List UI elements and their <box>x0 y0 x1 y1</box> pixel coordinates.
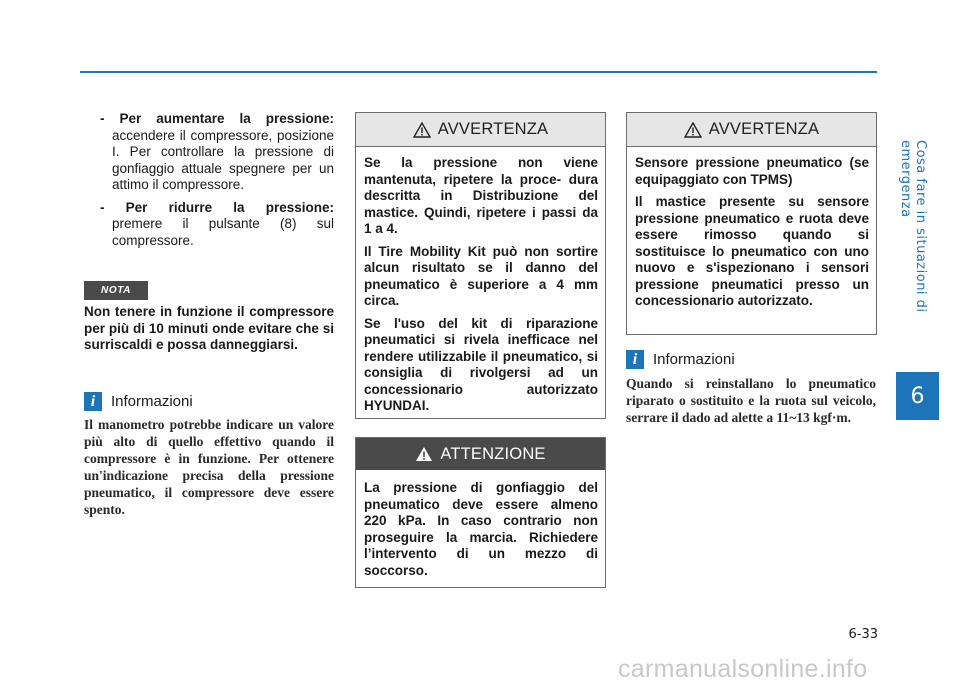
warning-box <box>355 112 606 419</box>
warning-paragraph: Il Tire Mobility Kit può non sortire alcun risultato se il danno del pneumatico è superiore a 4 mm circa. <box>364 243 598 308</box>
warning-body <box>356 147 605 429</box>
caution-paragraph: La pressione di gonfiaggio del pneumatico deve essere almeno 220 kPa. In caso contrario non proseguire la marcia. Richiedere l’intervento di un mezzo di soccorso. <box>364 480 598 578</box>
caution-body <box>356 470 605 593</box>
page-number: 6-33 <box>848 627 878 642</box>
info-heading <box>626 350 735 369</box>
info-text: Quando si reinstallano lo pneumatico riparato o sostituito e la ruota sul veicolo, serrare il dado ad alette a 11~13 kgf·m. <box>626 376 876 425</box>
info-text: Il manometro potrebbe indicare un valore più alto di quello effettivo quando il compressore è in funzione. Per ottenere un'indicazione precisa della pressione pneumatico, il compressore deve essere spento. <box>84 417 334 517</box>
caution-triangle-icon <box>415 446 433 462</box>
info-title: Informazioni <box>653 351 735 368</box>
tpms-warning-box <box>626 112 877 335</box>
warning-body <box>627 147 876 324</box>
list-item <box>100 200 334 250</box>
info-icon: i <box>84 392 102 411</box>
warning-triangle-icon <box>413 122 431 138</box>
info-heading <box>84 392 193 411</box>
warning-header <box>627 113 876 147</box>
chapter-tab: 6 <box>896 372 939 420</box>
chapter-side-label: Cosa fare in situazioni di emergenza <box>898 140 928 313</box>
warning-title: AVVERTENZA <box>437 120 549 138</box>
caution-header <box>356 438 605 470</box>
warning-paragraph: Se l'uso del kit di riparazione pneumatici si rivela inefficace nel rendere utilizzabile il pneumatico, si consiglia di rivolgersi ad un concessionario autorizzato HYUNDAI. <box>364 315 598 413</box>
warning-triangle-icon <box>684 122 702 138</box>
info-title: Informazioni <box>111 393 193 410</box>
warning-paragraph: Se la pressione non viene mantenuta, ripetere la proce- dura descritta in Distribuzione del mastice. Quindi, ripetere i passi da 1 a 4. <box>364 155 598 236</box>
bullet-heading: - Per ridurre la pressione: <box>100 199 334 215</box>
caution-box <box>355 437 606 588</box>
note-text: Non tenere in funzione il compressore per più di 10 minuti onde evitare che si surriscaldi e possa danneggiarsi. <box>84 304 334 352</box>
warning-title: AVVERTENZA <box>708 120 820 138</box>
bullet-heading: - Per aumentare la pressione: <box>100 111 334 126</box>
warning-paragraph: Il mastice presente su sensore pressione pneumatico e ruota deve essere rimosso quando si sostituisce lo pneumatico con uno nuovo e s'ispezionano i sensori pressione pneumatici presso un concessionario autorizzato. <box>635 194 869 308</box>
warning-paragraph: Sensore pressione pneumatico (se equipaggiato con TPMS) <box>635 155 869 187</box>
list-item <box>100 111 334 194</box>
header-rule <box>80 71 877 73</box>
info-icon: i <box>626 350 644 369</box>
pressure-instructions <box>100 111 334 255</box>
note-badge: NOTA <box>84 281 148 300</box>
bullet-body: premere il pulsante (8) sul compressore. <box>112 216 334 248</box>
warning-header <box>356 113 605 147</box>
watermark-bottom[interactable]: carmanualsonline.info <box>618 655 868 683</box>
caution-title: ATTENZIONE <box>440 444 546 463</box>
bullet-body: accendere il compressore, posizione I. Per controllare la pressione di gonfiaggio attuale spegnere per un attimo il compressore. <box>112 127 334 192</box>
